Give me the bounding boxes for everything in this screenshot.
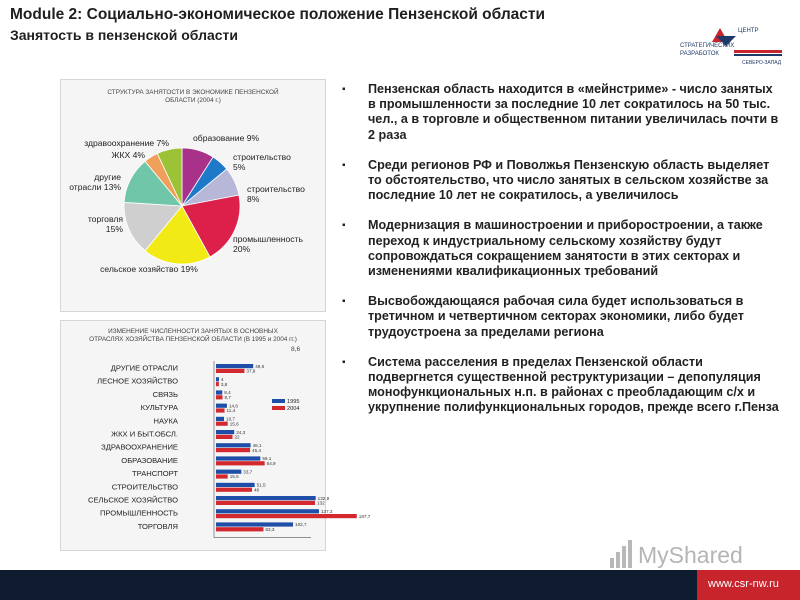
bullet-marker: ▪ bbox=[342, 356, 346, 368]
bar-1995 bbox=[216, 509, 319, 513]
bar-value-label: 4 bbox=[221, 377, 224, 382]
bar-value-label: 14,6 bbox=[228, 403, 238, 409]
bar-2004 bbox=[216, 461, 265, 465]
csr-logo bbox=[676, 24, 786, 68]
bar-value-label: 8,7 bbox=[224, 395, 231, 400]
legend-swatch-2004 bbox=[272, 406, 285, 410]
bar-category-label: ДРУГИЕ ОТРАСЛИ bbox=[110, 363, 178, 373]
bar-value-label: 24,3 bbox=[236, 429, 246, 435]
bar-2004 bbox=[216, 369, 244, 373]
bullet-text: Модернизация в машиностроении и приборостроении, а также переход к индустриальному сельскому хозяйству будут сопровождаться сокращением занятости в этих секторах и изменениями квалификационных требований bbox=[368, 218, 763, 279]
legend-label-1995: 1995 bbox=[287, 399, 300, 405]
bullet-list bbox=[340, 82, 780, 416]
pie-label-agriculture: сельское хозяйство 19% bbox=[100, 264, 198, 274]
bar-2004 bbox=[216, 514, 357, 518]
bullet-item bbox=[340, 294, 780, 340]
bar-value-label: 64,9 bbox=[266, 461, 276, 466]
bar-chart-panel bbox=[60, 320, 371, 551]
bar-category-label: СЕЛЬСКОЕ ХОЗЯЙСТВО bbox=[87, 495, 178, 505]
bar-1995 bbox=[216, 470, 241, 474]
pie-label-healthcare: здравоохранение 7% bbox=[84, 138, 169, 148]
bar-value-label: 51,5 bbox=[256, 482, 266, 488]
bullet-text: Среди регионов РФ и Поволжья Пензенскую область выделяет то обстоятельство, что число занятых в сельском хозяйстве за последние 10 лет не сократилось, а увеличилось bbox=[368, 157, 770, 203]
bar-chart-title-line1: ИЗМЕНЕНИЕ ЧИСЛЕННОСТИ ЗАНЯТЫХ В ОСНОВНЫХ bbox=[108, 328, 278, 335]
bar-value-label: 137,3 bbox=[320, 509, 333, 514]
bar-category-label: ТОРГОВЛЯ bbox=[137, 521, 178, 531]
bullet-marker: ▪ bbox=[342, 84, 346, 95]
bar-value-label: 49,6 bbox=[255, 363, 265, 369]
bullet-marker: ▪ bbox=[342, 296, 346, 308]
pie-label-construction-8: строительство 8% bbox=[247, 184, 305, 204]
logo-line2: СТРАТЕГИЧЕСКИХ bbox=[680, 43, 735, 49]
watermark-text: MyShared bbox=[638, 542, 743, 568]
bar-category-label: ТРАНСПОРТ bbox=[132, 469, 178, 479]
bar-2004 bbox=[216, 488, 252, 492]
watermark-chart-icon bbox=[610, 540, 632, 568]
pie-chart-title-line1: СТРУКТУРА ЗАНЯТОСТИ В ЭКОНОМИКЕ ПЕНЗЕНСКОЙ bbox=[107, 89, 279, 96]
legend-swatch-1995 bbox=[272, 399, 285, 403]
bar-1995 bbox=[216, 377, 219, 381]
bullet-item bbox=[340, 82, 780, 143]
bar-2004 bbox=[216, 435, 233, 439]
bullet-text: Система расселения в пределах Пензенской области подвергнется существенной реструктуризации – депопуляция монофункциональных н.п. в районах с преобладающим с/х и укрупнение полифункциональных городов, прежде всего г.Пенза bbox=[368, 354, 779, 415]
bullet-text: Пензенская область находится в «мейнстриме» - число занятых в промышленности за последние 10 лет сократилось на 50 тыс. чел., а в торговле и общественном питании увеличилась почти в 2 раза bbox=[368, 82, 779, 142]
myshared-watermark bbox=[606, 536, 766, 572]
bullet-marker: ▪ bbox=[342, 159, 346, 171]
bar-value-label: 8,4 bbox=[224, 390, 231, 396]
bar-value-label: 132,9 bbox=[317, 495, 330, 501]
bar-1995 bbox=[216, 390, 222, 394]
bar-1995 bbox=[216, 496, 316, 500]
bar-value-label: 45,4 bbox=[252, 447, 262, 453]
bar-category-label: ЗДРАВООХРАНЕНИЕ bbox=[101, 442, 178, 452]
bar-value-label: 3,8 bbox=[220, 381, 228, 387]
bar-category-label: ЛЕСНОЕ ХОЗЯЙСТВО bbox=[97, 376, 178, 386]
pie-label-construction-5: строительство 5% bbox=[233, 152, 291, 172]
bar-1995 bbox=[216, 443, 251, 447]
bar-value-label: 10,7 bbox=[226, 416, 235, 422]
bar-value-label: 59,1 bbox=[262, 456, 272, 462]
pie-chart-panel bbox=[60, 79, 326, 312]
logo-line4: СЕВЕРО-ЗАПАД bbox=[742, 60, 782, 66]
bar-category-label: НАУКА bbox=[153, 416, 178, 426]
bar-value-label: 46,1 bbox=[252, 443, 262, 448]
bar-value-label: 63,3 bbox=[265, 527, 275, 532]
bar-value-label: 132 bbox=[317, 500, 325, 506]
bar-category-label: ОБРАЗОВАНИЕ bbox=[121, 455, 178, 465]
bar-value-label: 15,6 bbox=[229, 474, 239, 480]
pie-label-other: другие отрасли 13% bbox=[69, 172, 121, 192]
bar-category-label: СВЯЗЬ bbox=[152, 389, 178, 399]
bar-2004 bbox=[216, 474, 228, 478]
bar-value-label: 187,7 bbox=[358, 513, 371, 519]
bar-value-label: 102,7 bbox=[295, 522, 307, 528]
bar-value-label: 22 bbox=[234, 434, 240, 440]
bar-category-label: СТРОИТЕЛЬСТВО bbox=[111, 482, 178, 492]
bar-1995 bbox=[216, 456, 260, 460]
bar-2004 bbox=[216, 448, 250, 452]
page-title: Module 2: Социально-экономическое положение Пензенской области bbox=[10, 6, 546, 23]
bar-1995 bbox=[216, 522, 293, 526]
bar-1995 bbox=[216, 404, 227, 408]
bar-2004 bbox=[216, 501, 315, 505]
bullet-text: Высвобождающаяся рабочая сила будет использоваться в третичном и четвертичном секторах экономики, либо будет трудоустроена за пределами региона bbox=[368, 294, 744, 339]
bar-2004 bbox=[216, 395, 223, 399]
bar-chart-title-line2: ОТРАСЛЯХ ХОЗЯЙСТВА ПЕНЗЕНСКОЙ ОБЛАСТИ (В 1995 и 2004 гг.) bbox=[89, 336, 297, 343]
bar-category-label: КУЛЬТУРА bbox=[140, 403, 178, 413]
logo-line1: ЦЕНТР bbox=[738, 28, 759, 34]
bar-value-label: 37,9 bbox=[246, 368, 256, 374]
bar-value-label: 48 bbox=[254, 487, 260, 493]
bar-value-label: 11,4 bbox=[226, 408, 236, 414]
bar-chart bbox=[61, 321, 371, 550]
pie-label-trade: торговля 15% bbox=[87, 214, 123, 234]
footer-bar bbox=[0, 570, 800, 600]
bar-chart-extra-value: 8,6 bbox=[291, 346, 301, 353]
pie-chart-title-line2: ОБЛАСТИ (2004 г.) bbox=[165, 97, 221, 104]
bullet-item bbox=[340, 355, 780, 416]
bar-category-label: ЖКХ И БЫТ.ОБСЛ. bbox=[111, 429, 178, 439]
bar-value-label: 33,7 bbox=[243, 469, 253, 475]
bullet-item bbox=[340, 218, 780, 279]
footer-url: www.csr-nw.ru bbox=[708, 578, 779, 590]
bar-1995 bbox=[216, 364, 253, 368]
pie-label-housing: ЖКХ 4% bbox=[111, 150, 145, 160]
bar-2004 bbox=[216, 408, 225, 412]
bar-1995 bbox=[216, 483, 255, 487]
logo-line3: РАЗРАБОТОК bbox=[680, 51, 719, 57]
bar-1995 bbox=[216, 417, 224, 421]
legend-label-2004: 2004 bbox=[287, 406, 300, 412]
pie-label-industry: промышленность 20% bbox=[233, 234, 303, 254]
bar-1995 bbox=[216, 430, 234, 434]
bar-category-label: ПРОМЫШЛЕННОСТЬ bbox=[99, 508, 178, 518]
page-subtitle: Занятость в пензенской области bbox=[10, 27, 239, 43]
bullet-item bbox=[340, 158, 780, 204]
bar-2004 bbox=[216, 527, 263, 531]
bullet-marker: ▪ bbox=[342, 220, 346, 232]
pie-label-education: образование 9% bbox=[193, 133, 260, 143]
bar-2004 bbox=[216, 422, 228, 426]
bar-2004 bbox=[216, 382, 219, 386]
bar-value-label: 15,6 bbox=[229, 421, 239, 427]
